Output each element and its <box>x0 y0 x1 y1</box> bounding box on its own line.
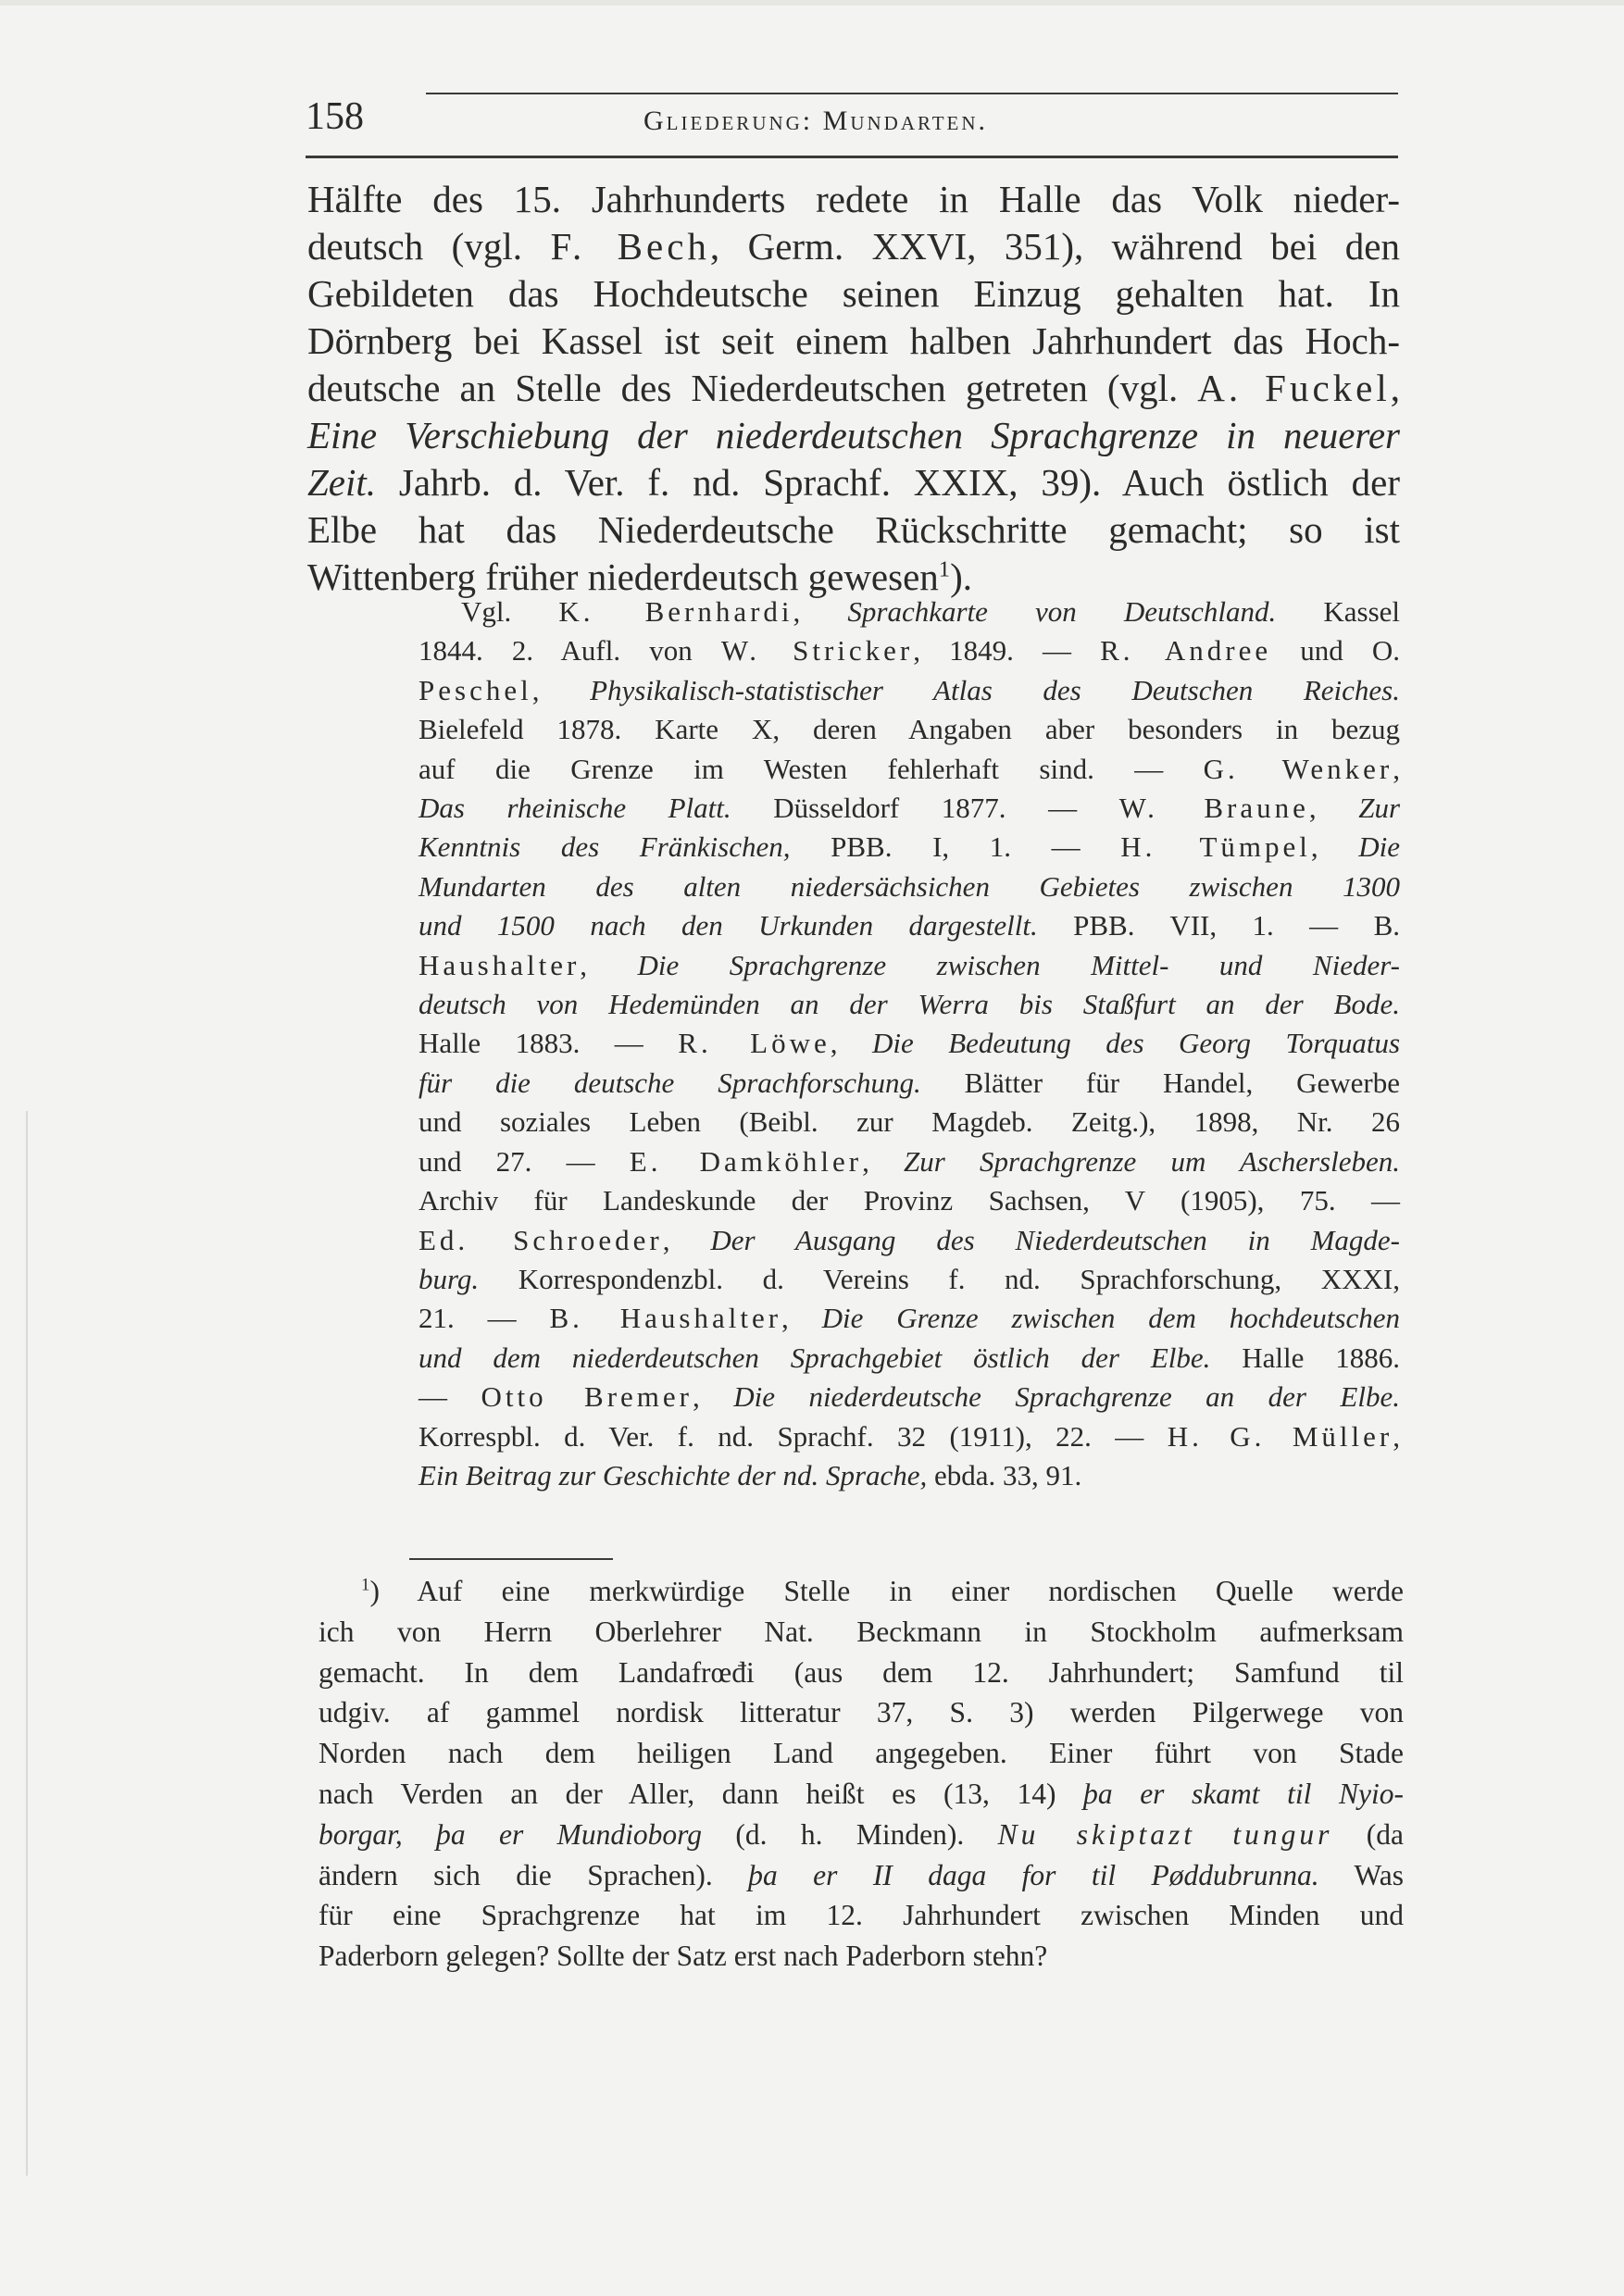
author-name: R. Andree <box>1100 634 1272 668</box>
work-title: und 1500 nach den Urkunden dargestellt. <box>418 909 1038 942</box>
running-header <box>306 93 1398 148</box>
work-title: Der Ausgang des Niederdeutschen in Magde- <box>710 1223 1401 1256</box>
author-name: H. Tümpel <box>1120 830 1311 864</box>
reference-line: Peschel, Physikalisch-statistischer Atlas des Deutschen Reiches. <box>418 673 1400 706</box>
reference-line: Archiv für Landeskunde der Provinz Sachsen, V (1905), 75. — <box>418 1184 1400 1217</box>
footnote-line: gemacht. In dem Landafrœđi (aus dem 12. Jahrhundert; Samfund til <box>319 1655 1404 1689</box>
work-title: Die <box>1358 830 1401 864</box>
page-edge <box>0 0 1624 6</box>
reference-line: Ed. Schroeder, Der Ausgang des Niederdeutschen in Magde- <box>418 1223 1401 1256</box>
quoted-text: borgar, þa er Mundioborg <box>319 1817 702 1851</box>
header-rule-top <box>426 93 1398 94</box>
work-title: für die deutsche Sprachforschung. <box>418 1066 921 1099</box>
author-name: G. Wenker <box>1203 752 1393 785</box>
body-line: Zeit. Jahrb. d. Ver. f. nd. Sprachf. XXIX, 39). Auch östlich der <box>307 461 1400 504</box>
references-block <box>418 593 1400 1495</box>
reference-line: 21. — B. Haushalter, Die Grenze zwischen dem hochdeutschen <box>418 1302 1400 1335</box>
footnote-marker: 1 <box>938 556 951 582</box>
footnote <box>319 1571 1404 1977</box>
work-title: und dem niederdeutschen Sprachgebiet östlich der Elbe. <box>418 1341 1211 1374</box>
author-name: B. Haushalter <box>549 1302 782 1335</box>
reference-line: Korrespbl. d. Ver. f. nd. Sprachf. 32 (1911), 22. — H. G. Müller, <box>418 1419 1400 1453</box>
footnote-line: ich von Herrn Oberlehrer Nat. Beckmann in Stockholm aufmerksam <box>319 1615 1404 1648</box>
work-title: Die Grenze zwischen dem hochdeutschen <box>821 1302 1400 1335</box>
author-name: A. Fuckel <box>1197 367 1391 409</box>
reference-line: Kenntnis des Fränkischen, PBB. I, 1. — H. Tümpel, Die <box>418 830 1401 864</box>
reference-line <box>418 867 1400 906</box>
work-title: Sprachkarte von Deutschland. <box>847 595 1277 628</box>
reference-line: — Otto Bremer, Die niederdeutsche Sprachgrenze an der Elbe. <box>418 1380 1400 1414</box>
page-number: 158 <box>306 95 364 138</box>
quoted-text: þa er II daga for til Pøddubrunna. <box>748 1858 1319 1891</box>
author-name: F. Bech <box>550 225 710 268</box>
footnote-marker: 1 <box>361 1575 370 1595</box>
body-paragraph <box>307 176 1400 601</box>
work-title: Die niederdeutsche Sprachgrenze an der Elbe. <box>733 1380 1400 1414</box>
reference-line: 1844. 2. Aufl. von W. Stricker, 1849. — R. Andree und O. <box>418 634 1401 668</box>
header-rule-bottom <box>306 156 1398 158</box>
reference-line: und 1500 nach den Urkunden dargestellt. PBB. VII, 1. — B. <box>418 909 1400 942</box>
work-title: burg. <box>418 1262 480 1295</box>
author-name: K. Bernhardi <box>558 595 793 628</box>
reference-line: und soziales Leben (Beibl. zur Magdeb. Zeitg.), 1898, Nr. 26 <box>418 1105 1400 1139</box>
reference-line: Das rheinische Platt. Düsseldorf 1877. — W. Braune, Zur <box>418 792 1401 825</box>
work-title: Die Sprachgrenze zwischen Mittel- und Nieder- <box>637 948 1401 981</box>
body-line: Hälfte des 15. Jahrhunderts redete in Halle das Volk nieder- <box>307 178 1400 220</box>
scan-margin-line <box>26 1111 28 2176</box>
quoted-text: Nu skiptazt tungur <box>997 1817 1333 1851</box>
work-title: Zur Sprachgrenze um Aschersleben. <box>904 1144 1400 1178</box>
author-name: R. Löwe <box>678 1027 831 1060</box>
author-name: Ed. Schroeder <box>418 1223 663 1256</box>
footnote-separator <box>409 1558 613 1560</box>
reference-line: Halle 1883. — R. Löwe, Die Bedeutung des Georg Torquatus <box>418 1027 1401 1060</box>
work-title: Die Bedeutung des Georg Torquatus <box>871 1027 1401 1060</box>
running-title: Gliederung: Mundarten. <box>643 106 989 136</box>
footnote-line: nach Verden an der Aller, dann heißt es (13, 14) þa er skamt til Nyio- <box>319 1777 1405 1810</box>
footnote-line: Paderborn gelegen? Sollte der Satz erst nach Paderborn stehn? <box>319 1940 1048 1973</box>
reference-line: Bielefeld 1878. Karte X, deren Angaben aber besonders in bezug <box>418 713 1400 746</box>
footnote-line: borgar, þa er Mundioborg (d. h. Minden). Nu skiptazt tungur (da <box>319 1817 1404 1851</box>
work-title: Zeit. <box>307 461 377 504</box>
author-name: W. Braune <box>1118 792 1309 825</box>
body-line <box>307 412 1400 459</box>
author-name: Peschel <box>418 673 532 706</box>
footnote-line: ändern sich die Sprachen). þa er II daga for til Pøddubrunna. Was <box>319 1858 1404 1891</box>
author-name: E. Damköhler <box>629 1144 863 1178</box>
reference-line: für die deutsche Sprachforschung. Blätter für Handel, Gewerbe <box>418 1066 1400 1099</box>
body-line: Dörnberg bei Kassel ist seit einem halben Jahrhundert das Hoch- <box>307 319 1400 362</box>
work-title: Physikalisch-statistischer Atlas des Deutschen Reiches. <box>590 673 1400 706</box>
body-line: Wittenberg früher niederdeutsch gewesen$^1$). <box>307 555 972 598</box>
author-name: H. G. Müller <box>1167 1419 1393 1453</box>
work-title: deutsch von Hedemünden an der Werra bis Staßfurt an der Bode. <box>418 988 1400 1021</box>
footnote-line: udgiv. af gammel nordisk litteratur 37, S. 3) werden Pilgerwege von <box>319 1696 1404 1729</box>
work-title: Eine Verschiebung der niederdeutschen Sprachgrenze in neuerer <box>307 414 1400 456</box>
reference-line <box>418 985 1400 1024</box>
reference-line: Ein Beitrag zur Geschichte der nd. Sprache, ebda. 33, 91. <box>418 1458 1082 1491</box>
body-line: deutsch (vgl. F. Bech, Germ. XXVI, 351), während bei den <box>307 225 1401 268</box>
author-name: Otto Bremer <box>481 1380 693 1414</box>
work-title: Das rheinische Platt. <box>418 792 731 825</box>
work-title: Ein Beitrag zur Geschichte der nd. Sprache, <box>418 1458 928 1491</box>
reference-line: und 27. — E. Damköhler, Zur Sprachgrenze um Aschersleben. <box>418 1144 1400 1178</box>
footnote-line: Norden nach dem heiligen Land angegeben. Einer führt von Stade <box>319 1737 1404 1770</box>
work-title: Kenntnis des Fränkischen, <box>418 830 791 864</box>
footnote-line: $^1$) Auf eine merkwürdige Stelle in einer nordischen Quelle werde <box>361 1575 1404 1607</box>
reference-line: auf die Grenze im Westen fehlerhaft sind. — G. Wenker, <box>418 752 1400 785</box>
reference-line: Vgl. K. Bernhardi, Sprachkarte von Deutschland. Kassel <box>461 595 1401 628</box>
author-name: W. Stricker <box>720 634 914 668</box>
body-line: deutsche an Stelle des Niederdeutschen getreten (vgl. A. Fuckel, <box>307 367 1400 409</box>
reference-line: Haushalter, Die Sprachgrenze zwischen Mittel- und Nieder- <box>418 948 1401 981</box>
author-name: Haushalter <box>418 948 581 981</box>
quoted-text: þa er skamt til Nyio- <box>1083 1777 1405 1810</box>
footnote-line: für eine Sprachgrenze hat im 12. Jahrhundert zwischen Minden und <box>319 1899 1404 1932</box>
body-line: Gebildeten das Hochdeutsche seinen Einzug gehalten hat. In <box>307 272 1400 315</box>
work-title: Zur <box>1358 792 1401 825</box>
body-line: Elbe hat das Niederdeutsche Rückschritte gemacht; so ist <box>307 508 1400 551</box>
work-title: Mundarten des alten niedersächsichen Gebietes zwischen 1300 <box>418 869 1400 903</box>
reference-line: und dem niederdeutschen Sprachgebiet östlich der Elbe. Halle 1886. <box>418 1341 1400 1374</box>
reference-line: burg. Korrespondenzbl. d. Vereins f. nd. Sprachforschung, XXXI, <box>418 1262 1400 1295</box>
